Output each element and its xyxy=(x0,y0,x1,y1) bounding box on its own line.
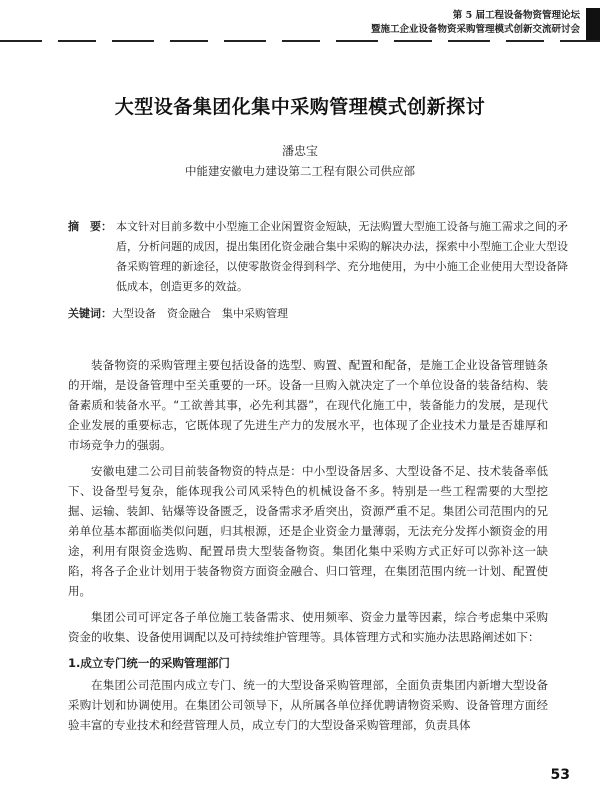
keywords xyxy=(68,306,568,322)
abstract xyxy=(68,217,568,297)
section-heading-1: 1.成立专门统一的采购管理部门 xyxy=(68,656,230,670)
keywords-label: 关键词： xyxy=(68,307,112,320)
header-line-2: 暨施工企业设备物资采购管理模式创新交流研讨会 xyxy=(370,24,580,35)
body-text xyxy=(68,355,548,741)
paragraph-1: 装备物资的采购管理主要包括设备的选型、购置、配置和配备，是施工企业设备管理链条的开端，是设备管理中至关重要的一环。设备一旦购入就决定了一个单位设备的装备结构、装备素质和装备水平。“工欲善其事，必先利其器”，在现代化施工中，装备能力的发展，是现代企业发展的重要标志，它既体现了先进生产力的发展水平，也体现了企业技术力量是否雄厚和市场竞争力的强弱。 xyxy=(68,358,548,452)
paragraph-2: 安徽电建二公司目前装备物资的特点是：中小型设备居多、大型设备不足、技术装备率低下、设备型号复杂，能体现我公司风采特色的机械设备不多。特别是一些工程需要的大型挖掘、运输、装卸、钻爆等设备匮乏，设备需求矛盾突出，资源严重不足。集团公司范围内的兄弟单位基本都面临类似问题，归其根源，还是企业资金力量薄弱，无法充分发挥小额资金的用途，利用有限资金选购、配置昂贵大型装备物资。集团化集中采购方式正好可以弥补这一缺陷，将各子企业计划用于装备物资方面资金融合、归口管理，在集团范围内统一计划、配置使用。 xyxy=(68,464,548,598)
paragraph-3: 集团公司可评定各子单位施工装备需求、使用频率、资金力量等因素，综合考虑集中采购资金的收集、设备使用调配以及可持续维护管理等。具体管理方式和实施办法思路阐述如下： xyxy=(68,610,548,644)
page-number: 53 xyxy=(550,767,570,783)
keywords-text: 大型设备 资金融合 集中采购管理 xyxy=(112,307,288,320)
paper-title: 大型设备集团化集中采购管理模式创新探讨 xyxy=(114,96,486,118)
abstract-text: 本文针对目前多数中小型施工企业闲置资金短缺，无法购置大型施工设备与施工需求之间的矛盾，分析问题的成因，提出集团化资金融合集中采购的解决办法，探索中小型施工企业大型设备采购管理的新途径，以使零散资金得到科学、充分地使用，为中小施工企业使用大型设备降低成本，创造更多的效益。 xyxy=(116,220,568,293)
running-header xyxy=(371,9,580,37)
affiliation: 中能建安徽电力建设第二工程有限公司供应部 xyxy=(185,164,415,178)
author: 潘忠宝 xyxy=(281,144,318,158)
header-rule xyxy=(0,40,600,42)
header-line-1: 第 5 届工程设备物资管理论坛 xyxy=(452,10,580,21)
header-tab-mark xyxy=(586,8,600,40)
paragraph-4: 在集团公司范围内成立专门、统一的大型设备采购管理部，全面负责集团内新增大型设备采购计划和协调使用。在集团公司领导下，从所属各单位择优聘请物资采购、设备管理方面经验丰富的专业技术和经营管理人员，成立专门的大型设备采购管理部，负责具体 xyxy=(68,678,548,732)
abstract-label: 摘 要： xyxy=(68,220,112,233)
